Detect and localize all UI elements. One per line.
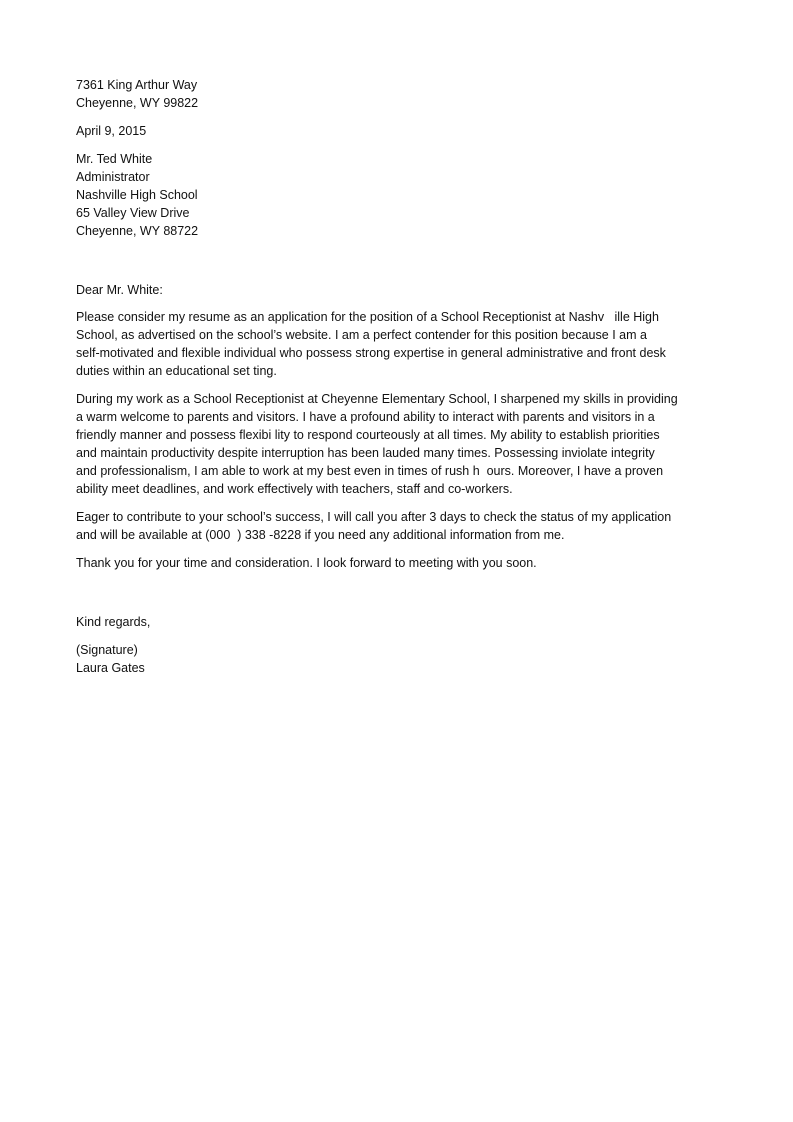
paragraph-2-line-3: friendly manner and possess flexibi lity to respond courteously at all times. My ability to establish priorities bbox=[76, 428, 660, 442]
paragraph-1-line-2: School, as advertised on the school’s website. I am a perfect contender for this position because I am a bbox=[76, 328, 647, 342]
sender-street: 7361 King Arthur Way bbox=[76, 78, 198, 92]
recipient-street: 65 Valley View Drive bbox=[76, 206, 190, 220]
closing: Kind regards, bbox=[76, 615, 151, 629]
paragraph-2-line-2: a warm welcome to parents and visitors. I have a profound ability to interact with parents and visitors in a bbox=[76, 410, 655, 424]
recipient-city: Cheyenne, WY 88722 bbox=[76, 224, 199, 238]
paragraph-2-line-6: ability meet deadlines, and work effectively with teachers, staff and co-workers. bbox=[76, 482, 513, 496]
paragraph-3-line-2: and will be available at (000 ) 338 -8228 if you need any additional information from me. bbox=[76, 528, 565, 542]
recipient-organization: Nashville High School bbox=[76, 188, 198, 202]
paragraph-2-line-1: During my work as a School Receptionist at Cheyenne Elementary School, I sharpened my skills in providing bbox=[76, 392, 678, 406]
paragraph-2-line-5: and professionalism, I am able to work at my best even in times of rush h ours. Moreover, I have a proven bbox=[76, 464, 664, 478]
paragraph-1-line-1: Please consider my resume as an application for the position of a School Receptionist at Nashv ille High bbox=[76, 310, 659, 324]
salutation: Dear Mr. White: bbox=[76, 283, 163, 297]
paragraph-3-line-1: Eager to contribute to your school’s success, I will call you after 3 days to check the status of my application bbox=[76, 510, 672, 524]
signature-placeholder: (Signature) bbox=[76, 643, 138, 657]
paragraph-2-line-4: and maintain productivity despite interruption has been lauded many times. Possessing inviolate integrity bbox=[76, 446, 655, 460]
sender-city: Cheyenne, WY 99822 bbox=[76, 96, 199, 110]
recipient-title: Administrator bbox=[76, 170, 150, 184]
signer-name: Laura Gates bbox=[76, 661, 145, 675]
paragraph-4-line-1: Thank you for your time and consideration. I look forward to meeting with you soon. bbox=[76, 556, 537, 570]
paragraph-1-line-4: duties within an educational set ting. bbox=[76, 364, 277, 378]
recipient-name: Mr. Ted White bbox=[76, 152, 153, 166]
letter-date: April 9, 2015 bbox=[76, 124, 147, 138]
paragraph-1-line-3: self-motivated and flexible individual who possess strong expertise in general administrative and front desk bbox=[76, 346, 666, 360]
